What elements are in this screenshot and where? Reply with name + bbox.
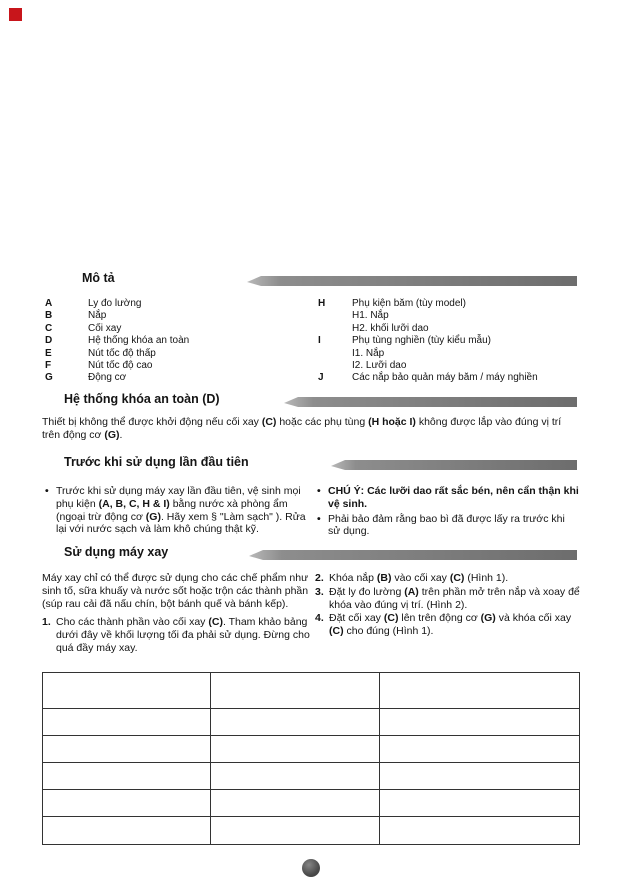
item-number: 4. — [315, 612, 324, 625]
part-key: C — [45, 322, 53, 334]
part-row — [45, 323, 307, 335]
part-row — [45, 310, 307, 322]
table-cell — [43, 790, 211, 817]
part-row — [45, 360, 307, 372]
part-key: A — [45, 298, 53, 309]
table-cell — [43, 817, 211, 845]
numbered-item — [315, 572, 581, 585]
table-cell — [380, 736, 580, 763]
section-bar-safety-lock — [284, 397, 577, 407]
before-first-use-right-column — [317, 485, 579, 540]
item-text: Đặt ly đo lường (A) trên phần mở trên nắp và xoay để khóa vào đúng vị trí. (Hình 2). — [329, 585, 580, 611]
part-key: E — [45, 347, 52, 359]
table-cell — [211, 736, 380, 763]
before-first-use-left-column — [45, 485, 307, 538]
part-label: Phụ kiện băm (tùy model) — [352, 298, 466, 309]
part-label: Nút tốc độ cao — [88, 360, 153, 372]
part-label: Các nắp bảo quản máy băm / máy nghiền — [352, 372, 538, 384]
corner-marker — [9, 8, 22, 21]
item-number: 1. — [42, 616, 51, 629]
part-row — [318, 310, 580, 322]
section-title-before-first-use: Trước khi sử dụng lần đầu tiên — [64, 455, 249, 469]
using-left-column — [42, 572, 310, 656]
table-cell — [380, 763, 580, 790]
part-row — [318, 348, 580, 360]
part-label: H1. Nắp — [352, 310, 389, 322]
part-row — [45, 372, 307, 384]
table-cell — [211, 790, 380, 817]
part-key: F — [45, 360, 52, 372]
item-text: Khóa nắp (B) vào cối xay (C) (Hình 1). — [329, 572, 509, 584]
section-title-description: Mô tả — [82, 271, 115, 285]
numbered-item — [42, 616, 310, 654]
bullet-text: Phải bảo đảm rằng bao bì đã được lấy ra trước khi sử dụng. — [328, 512, 565, 538]
part-label: Động cơ — [88, 372, 127, 384]
part-label: Nắp — [88, 310, 107, 322]
item-number: 3. — [315, 585, 324, 598]
table-cell — [43, 673, 211, 709]
parts-list-right — [318, 298, 580, 385]
bullet-icon: • — [45, 485, 49, 497]
section-bar-before-first-use — [331, 460, 577, 470]
part-row — [45, 348, 307, 360]
item-text: Cho các thành phần vào cối xay (C). Tham khảo bảng dưới đây về khối lượng tối đa phải sử dụng. Đừng cho quá đầy máy xay. — [56, 616, 310, 654]
table-cell — [380, 817, 580, 845]
part-label: Ly đo lường — [88, 298, 142, 309]
part-label: Nút tốc độ thấp — [88, 347, 156, 359]
capacity-table — [42, 672, 580, 845]
bullet-icon: • — [317, 512, 321, 525]
table-cell — [211, 763, 380, 790]
numbered-item — [315, 586, 581, 612]
part-key — [318, 323, 352, 335]
table-cell — [211, 709, 380, 736]
part-row — [318, 335, 580, 347]
part-key: J — [318, 372, 324, 384]
part-row — [45, 298, 307, 310]
item-number: 2. — [315, 572, 324, 584]
table-cell — [43, 736, 211, 763]
part-key: B — [45, 310, 53, 322]
table-cell — [380, 709, 580, 736]
table-cell — [211, 817, 380, 845]
bullet-icon: • — [317, 485, 321, 497]
part-label: I1. Nắp — [352, 347, 385, 359]
part-row — [318, 360, 580, 372]
part-key — [318, 360, 352, 372]
part-label: I2. Lưỡi dao — [352, 360, 407, 372]
page-number-dot — [302, 859, 320, 877]
table-cell — [380, 673, 580, 709]
part-label: H2. khối lưỡi dao — [352, 322, 429, 334]
section-title-safety-lock: Hệ thống khóa an toàn (D) — [64, 392, 220, 406]
table-cell — [43, 763, 211, 790]
safety-paragraph: Thiết bị không thể được khởi động nếu cối xay (C) hoặc các phụ tùng (H hoặc I) không được lắp vào đúng vị trí trên động cơ (G). — [42, 416, 562, 441]
section-bar-description — [247, 276, 577, 286]
table-cell — [380, 790, 580, 817]
part-key: D — [45, 335, 53, 347]
item-text: Đặt cối xay (C) lên trên động cơ (G) và khóa cối xay (C) cho đúng (Hình 1). — [329, 612, 572, 638]
part-row — [318, 372, 580, 384]
bullet-item — [317, 513, 579, 539]
part-key — [318, 348, 352, 360]
bullet-item — [317, 485, 579, 511]
using-right-column — [315, 572, 581, 639]
part-row — [318, 298, 580, 310]
part-key: G — [45, 372, 53, 384]
section-title-using-blender: Sử dụng máy xay — [64, 545, 169, 559]
section-bar-using-blender — [249, 550, 577, 560]
bullet-text: CHÚ Ý: Các lưỡi dao rất sắc bén, nên cẩn thận khi vệ sinh. — [328, 485, 579, 510]
part-key: H — [318, 298, 326, 309]
bullet-item — [45, 485, 307, 536]
part-key — [318, 310, 352, 322]
table-cell — [43, 709, 211, 736]
using-intro-paragraph: Máy xay chỉ có thể được sử dụng cho các chế phẩm như sinh tố, sữa khuấy và nước sốt hoặc trộn các thành phần (súp rau cải đã nấu chín, bột bánh quế và bánh kếp). — [42, 572, 309, 610]
table-cell — [211, 673, 380, 709]
numbered-item — [315, 612, 581, 638]
part-label: Cối xay — [88, 322, 122, 334]
part-label: Hệ thống khóa an toàn — [88, 335, 190, 347]
bullet-text: Trước khi sử dụng máy xay lần đầu tiên, vệ sinh mọi phụ kiện (A, B, C, H & I) bằng nước xà phòng ẩm (ngoại trừ động cơ (G). Hãy xem § "Làm sạch" ). Rửa lại với nước sạch và làm khô chúng thật kỹ. — [56, 485, 306, 536]
part-row — [45, 335, 307, 347]
part-label: Phụ tùng nghiền (tùy kiểu mẫu) — [352, 335, 491, 347]
part-key: I — [318, 335, 321, 347]
parts-list-left — [45, 298, 307, 385]
part-row — [318, 323, 580, 335]
